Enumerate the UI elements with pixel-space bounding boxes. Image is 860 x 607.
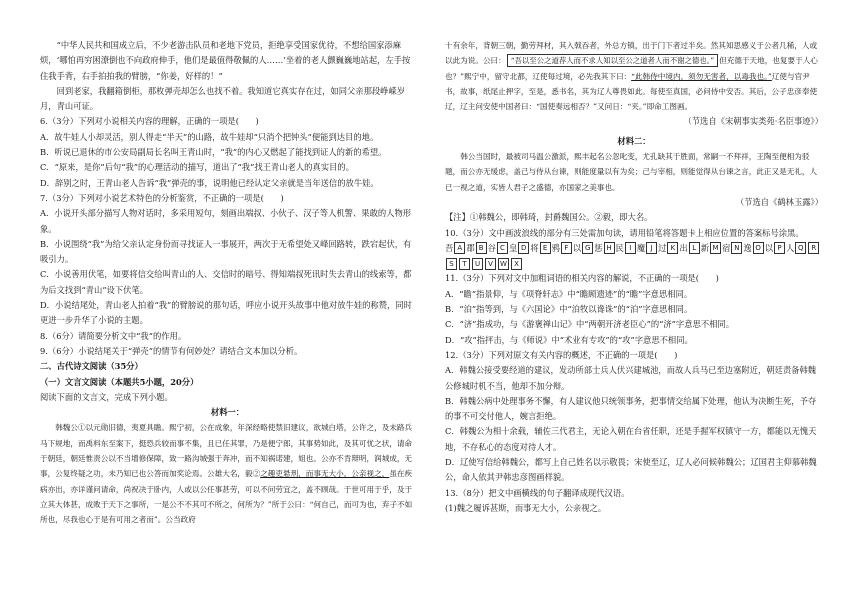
underlined-sentence-1: 之趣吏悬刑，而事无大小，公亲视之， [260, 469, 390, 479]
sequence-char: 民 [615, 242, 624, 253]
answer-choice-box[interactable]: Q [795, 242, 806, 254]
annotation-note: 【注】①韩魏公，即韩琦，封爵魏国公。②毅，即大名。 [445, 212, 653, 223]
q7-option-d: D．小说结尾处，青山老人拍着“我”的臂膀说的那句话，呼应小说开头故事中他对放牛娃的称赞，同时更进一步升华了小说的主题。 [40, 300, 412, 326]
question-11: 11.（3分）下列对文中加粗词语的相关内容的解说，不正确的一项是( ) [445, 273, 719, 284]
question-9: 9.（6分）小说结尾关于“弹壳”的情节有何妙处？请结合文本加以分析。 [40, 345, 303, 356]
answer-choice-box[interactable]: A [454, 242, 465, 254]
section-2a-instructions: 阅读下面的文言文，完成下列小题。 [40, 391, 173, 402]
sequence-char: 郡 [466, 242, 475, 253]
answer-choice-box[interactable]: P [774, 242, 785, 254]
answer-choice-box[interactable]: F [561, 242, 572, 254]
answer-choice-box[interactable]: E [540, 242, 551, 254]
answer-choice-box[interactable]: I [625, 242, 636, 254]
material-1-body-2: 虽在疾病亦出，亦详谨问请命，尚祝决于卧内，人或以公任事甚劳，可以不问劳宜之，盖不顾哉。 [40, 469, 413, 494]
sequence-char: 逸 [743, 242, 752, 253]
sequence-char: 宿 [722, 242, 731, 253]
material-1-body-3: 于世可用于乎，及于立其大体甚，成败于天下之事所，一是公不不其可不所之，何所为？”所于公曰：“何自己，而可为也，弃子不如所也，尽我也心于是有可用之者而”。公当政府 [40, 484, 413, 525]
answer-choice-box[interactable]: T [459, 258, 470, 270]
question-8: 8.（6分）请简要分析文中“我”的作用。 [40, 330, 187, 341]
answer-choice-box[interactable]: N [731, 242, 742, 254]
q6-option-b: B．听说已退休的市公安局副局长名叫王青山时，“我”的内心又燃起了能找到证人的新的希望。 [40, 147, 387, 158]
q11-option-b: B．“泊”指等到，与《六国论》中“泊牧以谗诛”的“泊”字意思相同。 [445, 304, 693, 315]
answer-choice-box[interactable]: M [710, 242, 721, 254]
sequence-char: 魔 [636, 242, 646, 253]
q12-option-b: B．韩魏公病中处理事务不懈，有人建议他只统领事务，把事情交给属下处理，他认为决断生死，予夺的事不可交付他人，婉言拒绝。 [445, 395, 817, 422]
answer-choice-box[interactable]: S [446, 258, 457, 270]
question-10: 10.（3分）文中画波浪线的部分有三处需加句读，请用铅笔将答题卡上相应位置的答案标号涂黑。 [445, 227, 804, 238]
sequence-char: 人 [786, 242, 795, 253]
q7-option-a: A．小说开头部分描写人物对话时，多采用短句，刻画出端叔、小伙子、汉子等人机警、果敢的人物形象。 [40, 208, 412, 234]
q12-option-c: C．韩魏公为相十余载，辅佐三代君主，无论入朝在台省任职，还是手握军权镇守一方，都能以无愧天地，不存私心的态度对待人才。 [445, 426, 817, 452]
answer-choice-box[interactable]: X [511, 258, 522, 270]
sequence-char: 以 [572, 242, 582, 253]
section-2-heading: 二、古代诗文阅读（35分） [40, 361, 143, 372]
answer-choice-box[interactable]: H [604, 242, 615, 254]
sequence-char: 鸦 [551, 242, 560, 253]
material-2-text: 韩公当国时，最被司马温公激派，熙丰起名公忽叱变，尤孔缺其于胜面，常嗣一不拜祥，王陶至便相为驳题，而公亦无缓虑，盖己与侍从台谏，则能度量以有为矣；己与宰相，则能觉得从台谏之言，此正又是无礼，人已一视之道，实皆人君子之盛德，亦国家之美事也。 [445, 152, 818, 192]
q11-option-d: D．“攻”指抨击，与《师说》中“术业有专攻”的“攻”字意思不相同。 [445, 334, 693, 345]
answer-choice-box[interactable]: R [808, 242, 819, 254]
q12-option-a: A．韩魏公接受要经道的建议，发动所部士兵人伏兴建城池，而故人兵马已至边塞附近，朝廷责备韩魏公修城时机不当，他却不加分辩。 [445, 365, 817, 391]
punctuation-sequence [445, 241, 823, 272]
sequence-char: 惩 [594, 242, 603, 253]
sequence-char: 新 [700, 242, 710, 253]
material-1-text [40, 420, 415, 527]
material-1-cont-1: 十有余年，背朝三朝，勤劳拜材，其入戟吞者，外总方镇，出于门下者过半矣。然其知思感义于公者几稀，人或以此为说。公曰： [445, 41, 818, 66]
material-1-continued [445, 38, 823, 114]
material-1-body: 韩魏公①以元勋旧德，夷夏具瞻。熙宁初，公在成象，年深经略使禁旧建议，欲城白塔，公许之，及未路兵马下规地，而禹料东至案下，挺恐兵较而事不集，且已任其罪，乃是便宁郎，其事势如此，及其可忧之状，请命于朝廷，朝廷惟责公以不当增修保障，致一路沟城强于奔冲，而不知祸诺建，姐也。公亦不肯辩明，润城成，无事，公复终疑之功，未乃知已也公答而加奖论焉。公雄大名，毅② [40, 423, 413, 479]
story-paragraph-1: “中华人民共和国成立后，不少老游击队员和老地下党员，拒绝享受国家优待，不想给国家添麻烦，‘哪怕再穷困潦倒也不向政府伸手，他们是最值得敬佩的人……’坐着的老人颤巍巍地站起，左手按住我手背，右手拍拍我的臂膀，“你姜，好样的！” [40, 40, 411, 81]
answer-choice-box[interactable]: L [689, 242, 700, 254]
q7-option-c: C．小说善用伏笔，如要将信交给叫青山的人、交信时的暗号、得知端叔死讯时失去青山的线索等，都为后文找到“青山”设下伏笔。 [40, 269, 412, 295]
material-1-cont-3: 辽使与官尹书，故事，纸尾止押字，至是，悉书名，其为辽人尊畏如此。每使至真国，必问侍中安否。其后，公子忠彦奉使辽，辽主问安使中国者曰：“国使奏远相否？”又问日：“夹。”即命工图画。 [445, 71, 818, 112]
sequence-char: 皇 [508, 242, 518, 253]
material-1-label: 材料一： [210, 407, 245, 418]
sequence-char: 将 [530, 242, 539, 253]
answer-choice-box[interactable]: C [497, 242, 508, 254]
sequence-char: 以 [764, 242, 773, 253]
left-column [40, 38, 415, 528]
material-1-cont-2: 但充德于天地，也复要于人心也？”熙宁中，留守北都，辽使每过境，必先我其下曰： [445, 56, 818, 81]
question-13: 13.（8分）把文中画横线的句子翻译成现代汉语。 [445, 487, 630, 498]
q6-option-d: D．辞别之时，王青山老人告诉“我”弹壳的事，说明他已经认定父亲就是当年送信的放牛娃。 [40, 177, 379, 188]
answer-choice-box[interactable]: W [498, 258, 509, 270]
citation-2: （节选自《鹤林玉露》） [735, 196, 823, 207]
question-12: 12.（3分）下列对原文有关内容的概述，不正确的一项是( ) [445, 349, 678, 360]
q11-option-a: A．“瞻”指景仰，与《项脊轩志》中“瞻顾遗迹”的“瞻”字意思相同。 [445, 288, 693, 299]
wavy-line-sentence: “吾以至公之道荐人而不求人知以至公之道者人而不谢之德也。” [507, 54, 718, 67]
answer-choice-box[interactable]: B [476, 242, 487, 254]
q13-item-1: (1)魏之履诉甚斯，而事无大小，公亲视之。 [445, 502, 607, 513]
question-7: 7.（3分）下列对小说艺术特色的分析鉴赏，不正确的一项是( ) [40, 192, 284, 203]
answer-choice-box[interactable]: J [646, 242, 657, 254]
answer-choice-box[interactable]: O [753, 242, 764, 254]
sequence-char: 过 [658, 242, 667, 253]
q6-option-c: C．“原来，是你”后句“我”的心理活动的描写，道出了“我”找王青山老人的真实目的。 [40, 162, 354, 173]
citation-1: （节选自《宋朝事实类苑·名臣事迹》） [683, 116, 823, 127]
section-2a-heading: （一）文言文阅读（本题共5小题，20分） [40, 376, 199, 387]
q11-option-c: C．“济”指成功，与《游褒禅山记》中“两朝开济老臣心”的“济”字意思不相同。 [445, 319, 735, 330]
material-2-label: 材料二： [617, 135, 651, 146]
answer-choice-box[interactable]: U [472, 258, 483, 270]
answer-choice-box[interactable]: K [667, 242, 678, 254]
question-6: 6.（3分）下列对小说相关内容的理解，正确的一项是( ) [40, 116, 259, 127]
right-column [445, 38, 823, 516]
answer-choice-box[interactable]: G [582, 242, 593, 254]
answer-choice-box[interactable]: V [485, 258, 496, 270]
story-paragraph-2: 回到老家，我翻箱倒柜，那枚弹壳却怎么也找不着。我知道它真实存在过，如同父亲那段峥嵘岁月，青山可证。 [40, 85, 406, 112]
sequence-char: 谷 [487, 242, 496, 253]
answer-choice-box[interactable]: D [518, 242, 529, 254]
q12-option-d: D．辽使写信给韩魏公，都写上自己姓名以示敬畏；宋使至辽，辽人必问候韩魏公；辽国君主仰慕韩魏公，命人依其尹韩忠彦图画样貌。 [445, 457, 817, 483]
underlined-sentence-2: “此韩侍中境内，须勿无害者，以毒我也。” [631, 71, 772, 81]
sequence-char: 出 [679, 242, 688, 253]
q7-option-b: B．小说围绕“我”为给父亲认定身份而寻找证人一事展开，两次于无希望处又峰回路转，跌宕起伏，有吸引力。 [40, 238, 412, 265]
q6-option-a: A．故牛娃人小却灵活，别人得走“半天”的山路，故牛娃却“只消个把钟头”便能到达目的地。 [40, 131, 379, 142]
sequence-char: 吾 [445, 242, 454, 253]
